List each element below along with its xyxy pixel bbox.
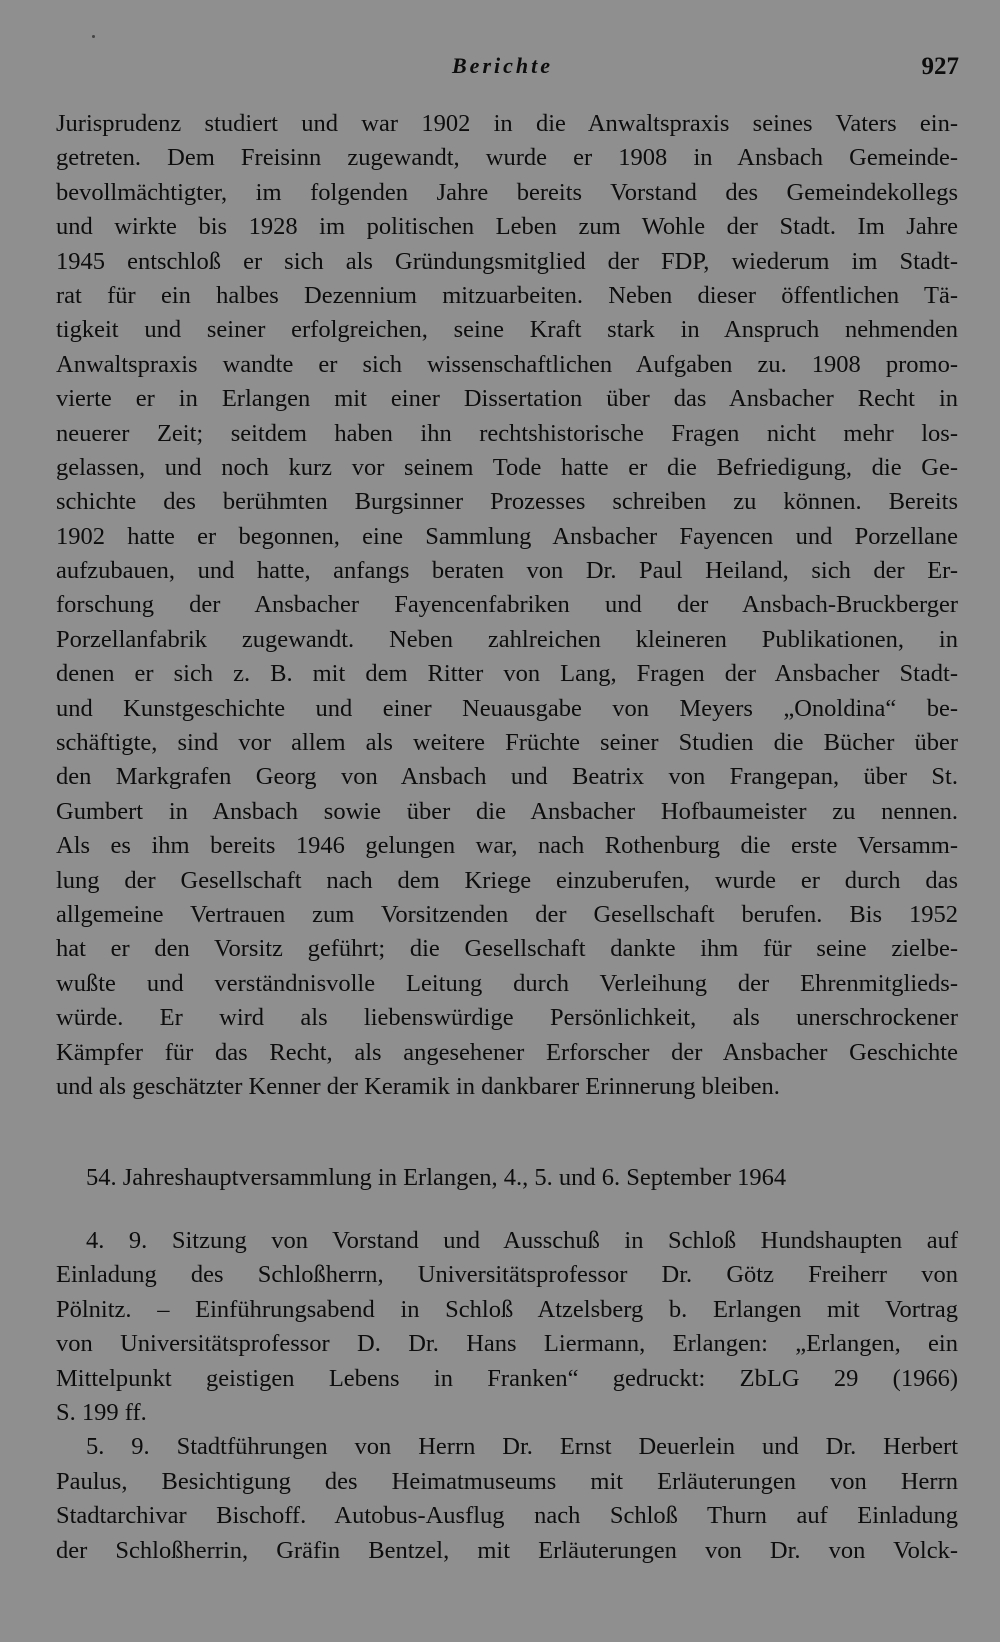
- text-line: lung der Gesellschaft nach dem Kriege einzuberufen, wurde er durch das: [56, 866, 958, 894]
- obituary-paragraph: [56, 107, 958, 1104]
- text-line: tigkeit und seiner erfolgreichen, seine Kraft stark in Anspruch nehmenden: [56, 316, 958, 344]
- text-line: bevollmächtigter, im folgenden Jahre bereits Vorstand des Gemeindekollegs: [56, 178, 958, 206]
- text-line: aufzubauen, und hatte, anfangs beraten von Dr. Paul Heiland, sich der Er-: [56, 557, 958, 585]
- text-line: und wirkte bis 1928 im politischen Leben zum Wohle der Stadt. Im Jahre: [56, 213, 958, 241]
- text-line: würde. Er wird als liebenswürdige Persönlichkeit, als unerschrockener: [56, 1004, 958, 1032]
- text-line: Mittelpunkt geistigen Lebens in Franken“ gedruckt: ZbLG 29 (1966): [56, 1364, 958, 1392]
- text-line: 4. 9. Sitzung von Vorstand und Ausschuß in Schloß Hundshaupten auf: [86, 1227, 958, 1254]
- text-line: Pölnitz. – Einführungsabend in Schloß Atzelsberg b. Erlangen mit Vortrag: [56, 1295, 958, 1323]
- meeting-report-paragraph: [56, 1224, 958, 1568]
- text-line: Als es ihm bereits 1946 gelungen war, nach Rothenburg die erste Versamm-: [56, 832, 958, 860]
- text-line: Kämpfer für das Recht, als angesehener Erforscher der Ansbacher Geschichte: [56, 1038, 958, 1066]
- text-line: Paulus, Besichtigung des Heimatmuseums mit Erläuterungen von Herrn: [56, 1467, 958, 1495]
- running-header: [0, 53, 1000, 87]
- text-line: gelassen, und noch kurz vor seinem Tode hatte er die Befriedigung, die Ge-: [56, 453, 958, 481]
- text-line: 1902 hatte er begonnen, eine Sammlung Ansbacher Fayencen und Porzellane: [56, 522, 958, 550]
- text-line: forschung der Ansbacher Fayencenfabriken und der Ansbach-Bruckberger: [56, 591, 958, 619]
- text-line: neuerer Zeit; seitdem haben ihn rechtshistorische Fragen nicht mehr los-: [56, 419, 958, 447]
- text-line: Jurisprudenz studiert und war 1902 in die Anwaltspraxis seines Vaters ein-: [56, 110, 958, 137]
- text-line: und Kunstgeschichte und einer Neuausgabe von Meyers „Onoldina“ be-: [56, 694, 958, 722]
- text-line: denen er sich z. B. mit dem Ritter von Lang, Fragen der Ansbacher Stadt-: [56, 660, 958, 688]
- page-number: 927: [921, 53, 959, 80]
- section-heading: 54. Jahreshauptversammlung in Erlangen, 4., 5. und 6. September 1964: [86, 1164, 787, 1191]
- text-line: schichte des berühmten Burgsinner Prozesses schreiben zu können. Bereits: [56, 488, 958, 516]
- speck-mark: [92, 35, 95, 38]
- running-title: Berichte: [452, 53, 553, 78]
- text-line: 1945 entschloß er sich als Gründungsmitglied der FDP, wiederum im Stadt-: [56, 247, 958, 275]
- text-line: der Schloßherrin, Gräfin Bentzel, mit Erläuterungen von Dr. von Volck-: [56, 1536, 958, 1564]
- text-line: Gumbert in Ansbach sowie über die Ansbacher Hofbaumeister zu nennen.: [56, 797, 958, 825]
- text-line: 5. 9. Stadtführungen von Herrn Dr. Ernst Deuerlein und Dr. Herbert: [86, 1433, 958, 1461]
- text-line: Porzellanfabrik zugewandt. Neben zahlreichen kleineren Publikationen, in: [56, 625, 958, 653]
- text-line: wußte und verständnisvolle Leitung durch Verleihung der Ehrenmitglieds-: [56, 969, 958, 997]
- text-line: Stadtarchivar Bischoff. Autobus-Ausflug nach Schloß Thurn auf Einladung: [56, 1502, 958, 1530]
- text-line: Anwaltspraxis wandte er sich wissenschaftlichen Aufgaben zu. 1908 promo-: [56, 350, 958, 378]
- text-line: den Markgrafen Georg von Ansbach und Beatrix von Frangepan, über St.: [56, 763, 958, 791]
- text-line: schäftigte, sind vor allem als weitere Früchte seiner Studien die Bücher über: [56, 729, 958, 757]
- text-line: Einladung des Schloßherrn, Universitätsprofessor Dr. Götz Freiherr von: [56, 1261, 958, 1289]
- text-line: rat für ein halbes Dezennium mitzuarbeiten. Neben dieser öffentlichen Tä-: [56, 281, 958, 309]
- text-line: S. 199 ff.: [56, 1398, 147, 1426]
- text-line: allgemeine Vertrauen zum Vorsitzenden der Gesellschaft berufen. Bis 1952: [56, 900, 958, 928]
- text-line: hat er den Vorsitz geführt; die Gesellschaft dankte ihm für seine zielbe-: [56, 935, 958, 963]
- text-line: von Universitätsprofessor D. Dr. Hans Liermann, Erlangen: „Erlangen, ein: [56, 1330, 958, 1358]
- text-line: getreten. Dem Freisinn zugewandt, wurde er 1908 in Ansbach Gemeinde-: [56, 144, 958, 172]
- text-line: und als geschätzter Kenner der Keramik in dankbarer Erinnerung bleiben.: [56, 1072, 780, 1100]
- text-line: vierte er in Erlangen mit einer Dissertation über das Ansbacher Recht in: [56, 385, 958, 413]
